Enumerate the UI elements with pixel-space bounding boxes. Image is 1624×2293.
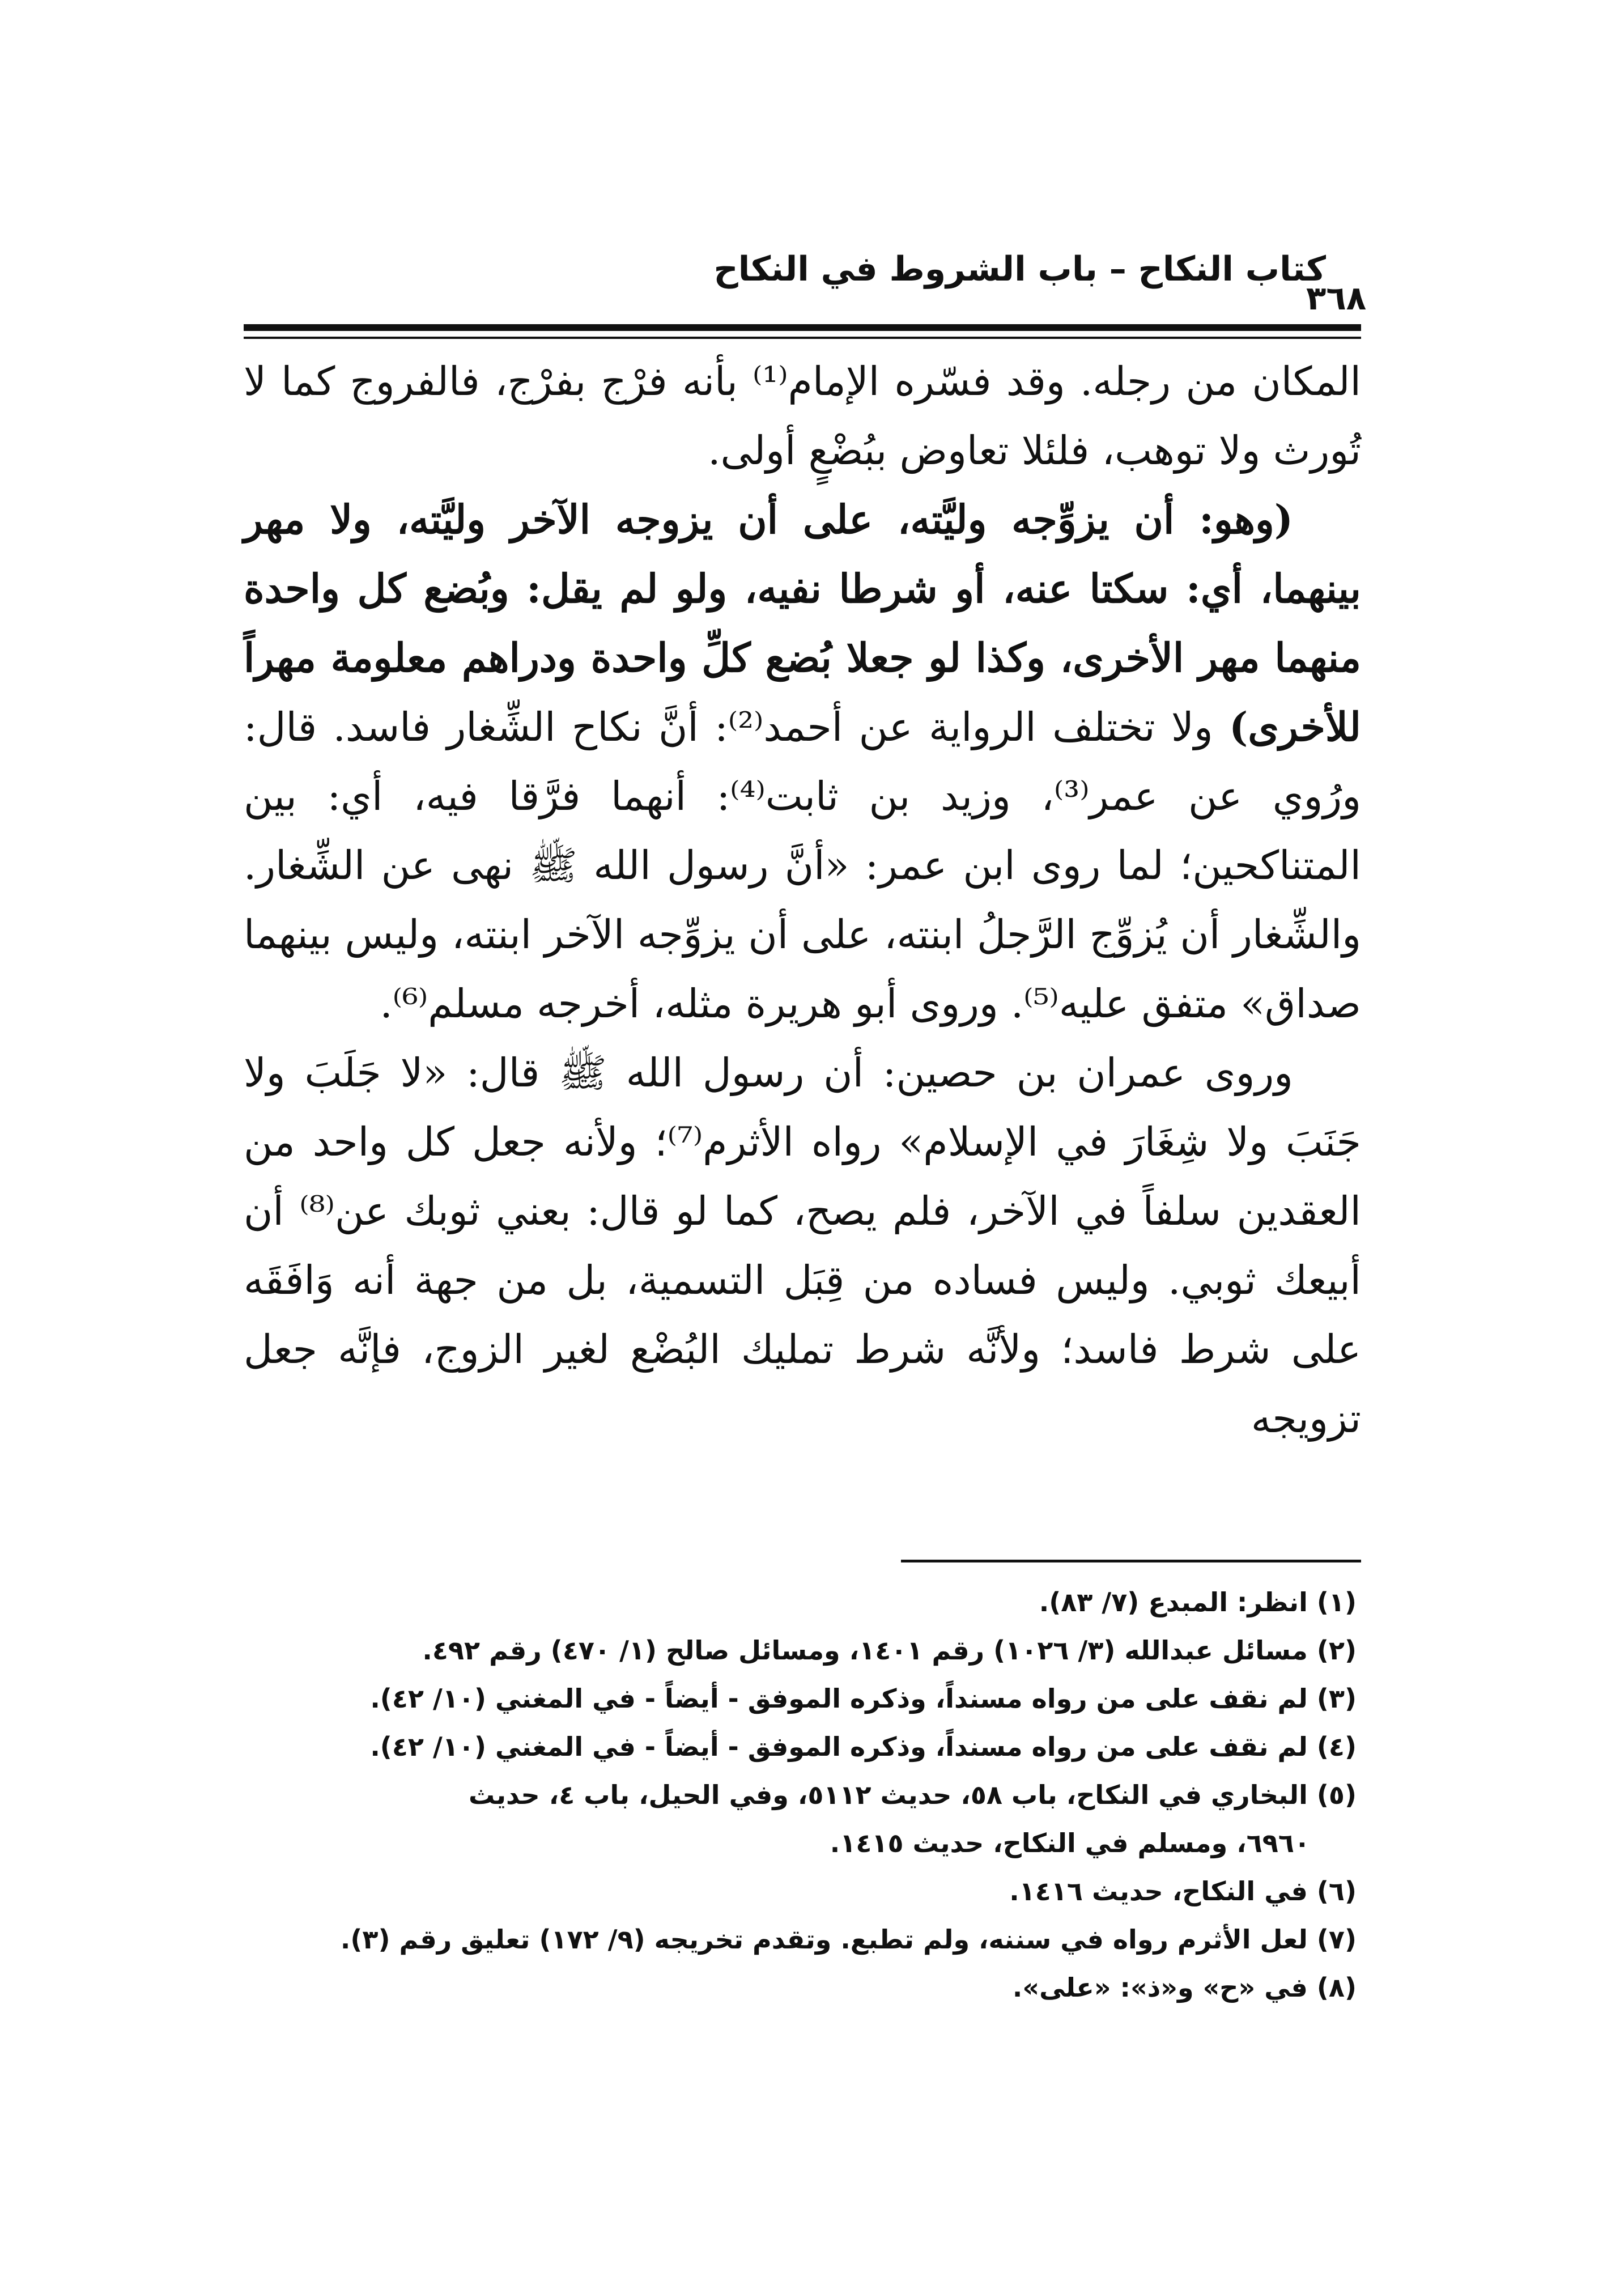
commentary-text: ولا تختلف الرواية عن أحمد⁽²⁾: أنَّ نكاح الشِّغار فاسد. قال: ورُوي عن عمر⁽³⁾، وزيد بن ثابت⁽⁴⁾: أنهما فرَّقا فيه، أي: بين المتناكحين؛ لما روى ابن عمر: «أنَّ رسول الله ﷺ نهى عن الشِّغار. والشِّغار أن يُزوِّج الرَّجلُ ابنته، على أن يزوِّجه الآخر ابنته، وليس بينهما صداق» متفق عليه⁽⁵⁾. وروى أبو هريرة مثله، أخرجه مسلم⁽⁶⁾. — [244, 704, 1361, 1027]
footnotes — [244, 1578, 1361, 2012]
footnote-4: (٤) لم نقف على من رواه مسنداً، وذكره الموفق - أيضاً - في المغني (١٠/ ٤٢). — [370, 1731, 1357, 1762]
footnote-5-continued: ٦٩٦٠، ومسلم في النكاح، حديث ١٤١٥. — [830, 1828, 1310, 1858]
paragraph-1: المكان من رجله. وقد فسّره الإمام⁽¹⁾ بأنه فرْج بفرْج، فالفروج كما لا تُورث ولا توهب، فلئلا تعاوض ببُضْعٍ أولى. — [244, 358, 1361, 474]
footnote-7: (٧) لعل الأثرم رواه في سننه، ولم تطبع. وتقدم تخريجه (٩/ ١٧٢) تعليق رقم (٣). — [340, 1924, 1357, 1955]
footnote-separator — [901, 1560, 1361, 1562]
footnote-5: (٥) البخاري في النكاح، باب ٥٨، حديث ٥١١٢، وفي الحيل، باب ٤، حديث — [469, 1780, 1357, 1810]
footnote-3: (٣) لم نقف على من رواه مسنداً، وذكره الموفق - أيضاً - في المغني (١٠/ ٤٢). — [370, 1683, 1357, 1714]
footnote-8: (٨) في «ح» و«ذ»: «على». — [1012, 1972, 1357, 2003]
matn-text: (وهو: أن يزوِّجه وليَّته، على أن يزوجه الآخر وليَّته، ولا مهر بينهما، أي: سكتا عنه، أو شرطا نفيه، ولو لم يقل: وبُضع كل واحدة منهما مهر الأخرى، وكذا لو جعلا بُضع كلِّ واحدة ودراهم معلومة مهراً للأخرى) — [244, 496, 1361, 750]
header-rule-thin — [244, 337, 1361, 339]
paragraph-3: وروى عمران بن حصين: أن رسول الله ﷺ قال: «لا جَلَبَ ولا جَنَبَ ولا شِغَارَ في الإسلام» رواه الأثرم⁽⁷⁾؛ ولأنه جعل كل واحد من العقدين سلفاً في الآخر، فلم يصح، كما لو قال: بعني ثوبك عن⁽⁸⁾ أن أبيعك ثوبي. وليس فساده من قِبَل التسمية، بل من جهة أنه وَافَقَه على شرط فاسد؛ ولأنَّه شرط تمليك البُضْع لغير الزوج، فإنَّه جعل تزويجه — [244, 1050, 1362, 1442]
footnote-2: (٢) مسائل عبدالله (٣/ ١٠٢٦) رقم ١٤٠١، ومسائل صالح (١/ ٤٧٠) رقم ٤٩٢. — [422, 1635, 1357, 1666]
page-number: ٣٦٨ — [1306, 279, 1367, 317]
paragraph-2 — [244, 485, 1361, 1038]
running-title: كتاب النكاح – باب الشروط في النكاح — [713, 249, 1326, 289]
main-text — [244, 347, 1361, 1453]
footnote-6: (٦) في النكاح، حديث ١٤١٦. — [1009, 1876, 1357, 1906]
header-rule-thick — [244, 324, 1361, 331]
footnote-1: (١) انظر: المبدع (٧/ ٨٣). — [1039, 1587, 1357, 1617]
